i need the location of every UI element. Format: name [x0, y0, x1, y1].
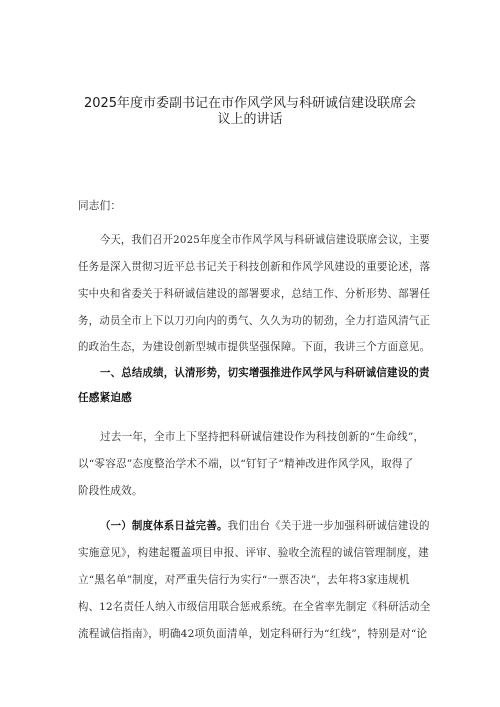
document-body: [78, 0, 430, 707]
subsection-line: 实施意见》，构建起覆盖项目申报、评审、验收全流程的诚信管理制度，建: [78, 547, 429, 559]
subsection-heading: （一）制度体系日益完善。: [100, 520, 228, 532]
document-title-line-2: 议上的讲话: [217, 112, 283, 127]
document-title-line-1: 2025年度市委副书记在市作风学风与科研诚信建设联席会: [83, 96, 417, 111]
section-paragraph-line: 以“零容忍”态度整治学术不端，以“钉钉子”精神改进作风学风，取得了: [78, 458, 414, 470]
section-paragraph-line: 过去一年，全市上下坚持把科研诚信建设作为科技创新的“生命线”，: [100, 431, 425, 443]
subsection-line: 立“黑名单”制度，对严重失信行为实行“一票否决”，去年将3家违规机: [78, 574, 410, 586]
subsection-line: 构、12名责任人纳入市级信用联合惩戒系统。在全省率先制定《科研活动全: [78, 601, 431, 613]
section-heading: 任感紧迫感: [78, 392, 132, 404]
section-heading: 一、总结成绩，认清形势，切实增强推进作风学风与科研诚信建设的责: [100, 367, 430, 379]
intro-line: 务，动员全市上下以刀刃向内的勇气、久久为功的韧劲，全力打造风清气正: [78, 315, 431, 327]
subsection-line: 流程诚信指南》，明确42项负面清单，划定科研行为“红线”，特别是对“论: [78, 628, 428, 640]
subsection-text: 我们出台《关于进一步加强科研诚信建设的: [227, 520, 430, 532]
intro-line: 实中央和省委关于科研诚信建设的部署要求，总结工作、分析形势、部署任: [78, 288, 431, 300]
salutation: 同志们：: [78, 200, 122, 212]
section-paragraph-line: 阶段性成效。: [78, 485, 143, 497]
intro-line: 今天，我们召开2025年度全市作风学风与科研诚信建设联席会议，主要: [100, 234, 430, 246]
subsection-first-line: [100, 518, 430, 534]
intro-line: 任务是深入贯彻习近平总书记关于科技创新和作风学风建设的重要论述，落: [78, 261, 431, 273]
intro-line: 的政治生态，为建设创新型城市提供坚强保障。下面，我讲三个方面意见。: [78, 341, 431, 353]
